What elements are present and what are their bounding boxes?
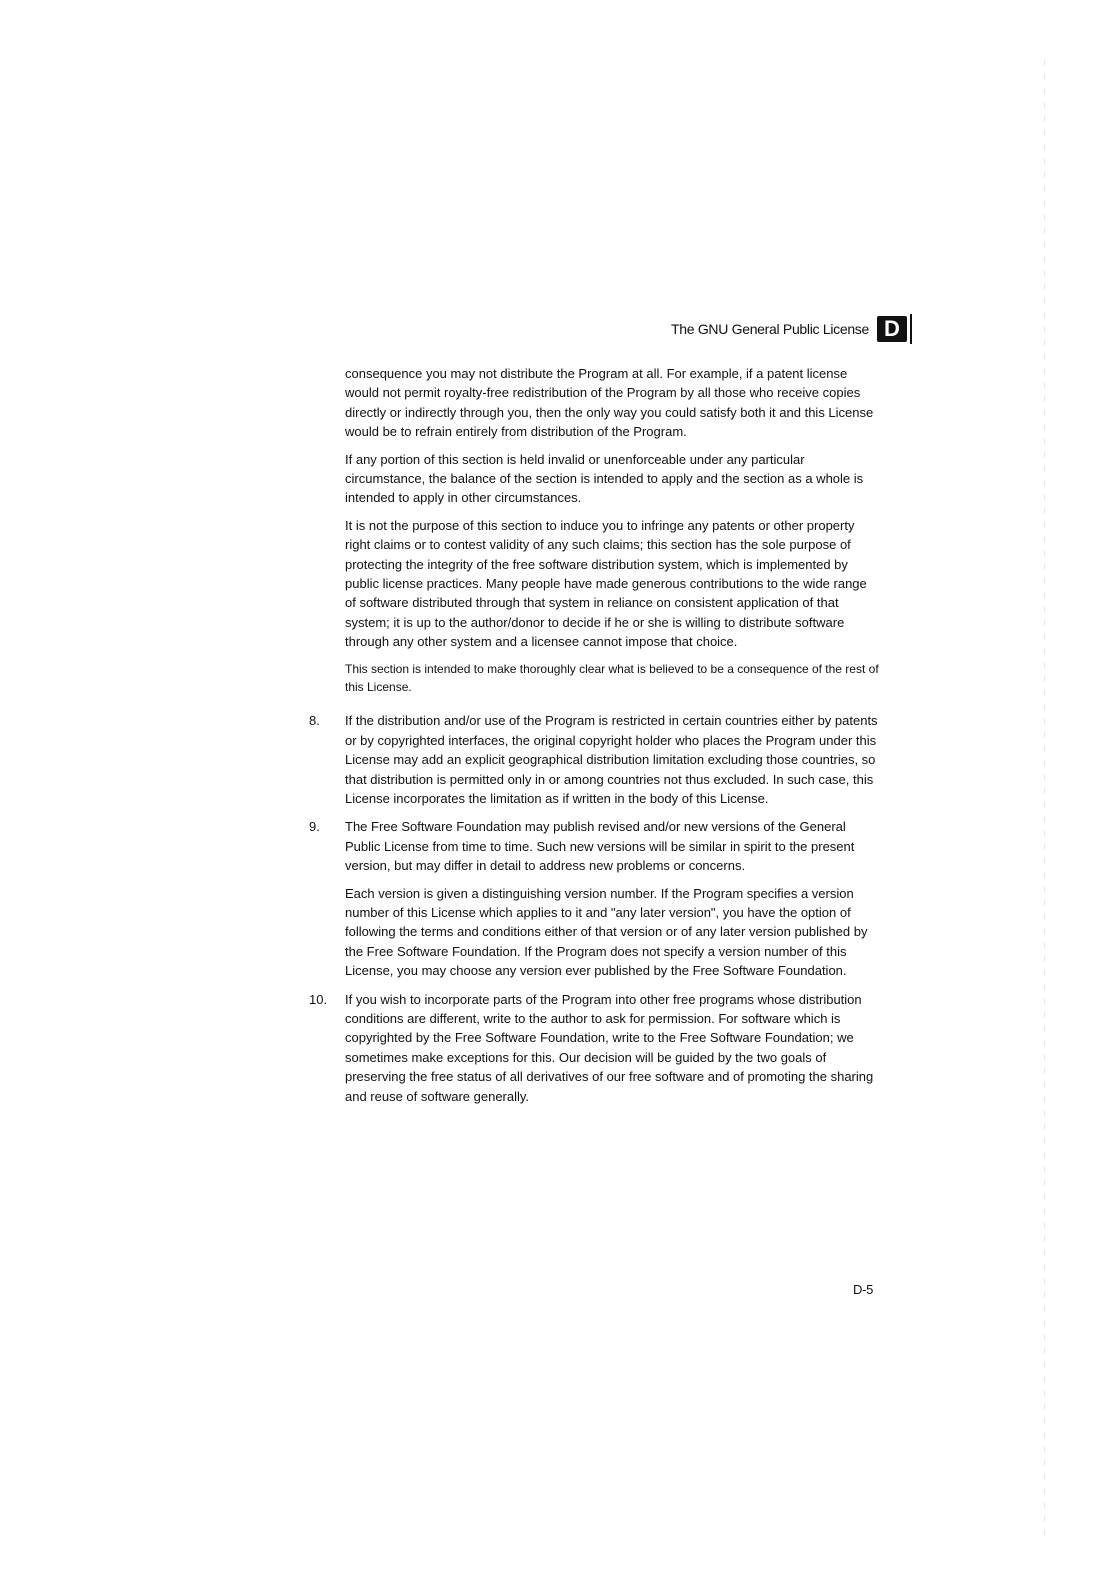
numbered-item [309,990,881,1106]
scan-edge-artifact [1044,60,1045,1540]
item-paragraph: Each version is given a distinguishing version number. If the Program specifies a version number of this License which applies to it and "any later version", you have the option of following the terms and conditions either of that version or of any later version published by the Free Software Foundation. If the Program does not specify a version number of this License, you may choose any version ever published by the Free Software Foundation. [345,885,868,979]
paragraph: consequence you may not distribute the Program at all. For example, if a patent license would not permit royalty-free redistribution of the Program by all those who receive copies directly or indirectly through you, then the only way you could satisfy both it and this License would be to refrain entirely from distribution of the Program. [345,366,874,440]
numbered-item [309,817,881,980]
paragraph: If any portion of this section is held invalid or unenforceable under any particular circumstance, the balance of the section is intended to apply and the section as a whole is intended to apply in other circumstances. [345,451,864,506]
body-text [309,364,881,1115]
item-number: 10. [309,991,328,1007]
item-paragraph: The Free Software Foundation may publish revised and/or new versions of the General Public License from time to time. Such new versions will be similar in spirit to the present version, but may differ in detail to address new problems or concerns. [345,819,855,874]
header-rule [910,314,912,344]
paragraph: It is not the purpose of this section to induce you to infringe any patents or other property right claims or to contest validity of any such claims; this section has the sole purpose of protecting the integrity of the free software distribution system, which is implemented by public license practices. Many people have made generous contributions to the wide range of software distributed through that system in reliance on consistent application of that system; it is up to the author/donor to decide if he or she is willing to distribute software through any other system and a licensee cannot impose that choice. [345,517,867,650]
page-number: D-5 [853,1282,874,1297]
paragraph: This section is intended to make thoroughly clear what is believed to be a consequence of the rest of this License. [345,661,879,695]
running-header [600,314,912,344]
item-number: 9. [309,819,320,835]
numbered-item [309,711,881,808]
item-number: 8. [309,713,320,729]
chapter-badge: D [877,316,907,342]
item-paragraph: If you wish to incorporate parts of the Program into other free programs whose distribution conditions are different, write to the author to ask for permission. For software which is copyrighted by the Free Software Foundation, write to the Free Software Foundation; we sometimes make exceptions for this. Our decision will be guided by the two goals of preserving the free status of all derivatives of our free software and of promoting the sharing and reuse of software generally. [345,991,874,1104]
header-title: The GNU General Public License [671,321,869,337]
item-paragraph: If the distribution and/or use of the Program is restricted in certain countries either by patents or by copyrighted interfaces, the original copyright holder who places the Program under this License may add an explicit geographical distribution limitation excluding those countries, so that distribution is permitted only in or among countries not thus excluded. In such case, this License incorporates the limitation as if written in the body of this License. [345,713,878,806]
